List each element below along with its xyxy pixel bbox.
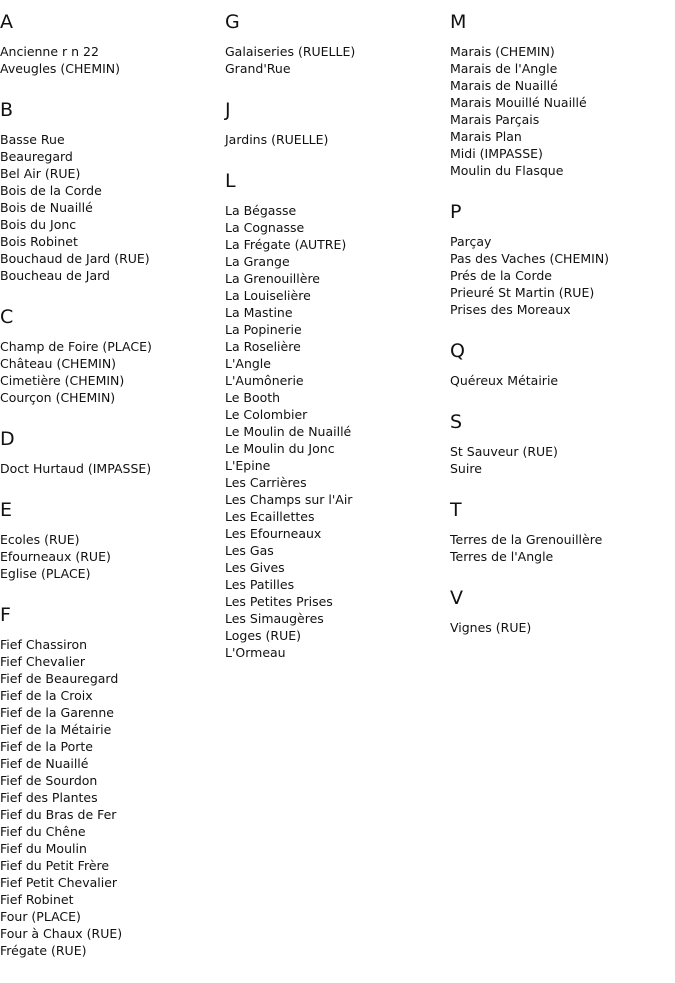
street-name: Bois de Nuaillé [0, 200, 93, 215]
street-name: Marais de Nuaillé [450, 78, 558, 93]
letter-section [225, 10, 445, 77]
street-name: Les Simaugères [225, 611, 324, 626]
street-name: L'Ormeau [225, 645, 286, 660]
street-name: La Louiselière [225, 288, 311, 303]
street-name: Terres de l'Angle [450, 549, 554, 564]
street-name: Le Moulin du Jonc [225, 441, 335, 456]
street-name: Champ de Foire (PLACE) [0, 339, 152, 354]
street-name: L'Aumônerie [225, 373, 304, 388]
street-name: Four (PLACE) [0, 909, 81, 924]
street-name: Fief de la Croix [0, 688, 93, 703]
street-name: Fief des Plantes [0, 790, 98, 805]
letter-heading: F [0, 604, 11, 626]
letter-heading: J [225, 99, 231, 121]
street-name: Fief de la Porte [0, 739, 93, 754]
street-name: Courçon (CHEMIN) [0, 390, 116, 405]
letter-section [450, 498, 670, 565]
street-name: Quéreux Métairie [450, 373, 559, 388]
street-name: La Cognasse [225, 220, 305, 235]
street-name: Ecoles (RUE) [0, 532, 80, 547]
street-name: La Mastine [225, 305, 293, 320]
street-name: Grand'Rue [225, 61, 291, 76]
street-name: Prises des Moreaux [450, 302, 571, 317]
street-name: Le Booth [225, 390, 281, 405]
street-name: La Grange [225, 254, 290, 269]
street-name: Bois Robinet [0, 234, 78, 249]
street-name: Les Gives [225, 560, 285, 575]
letter-section [450, 339, 670, 389]
street-name: La Frégate (AUTRE) [225, 237, 347, 252]
letter-heading: G [225, 11, 240, 33]
street-name: Frégate (RUE) [0, 943, 87, 958]
street-name: Les Carrières [225, 475, 307, 490]
street-name: Fief Petit Chevalier [0, 875, 118, 890]
street-name: Four à Chaux (RUE) [0, 926, 123, 941]
street-column-1 [0, 10, 220, 980]
letter-section [450, 410, 670, 477]
street-name: Bouchaud de Jard (RUE) [0, 251, 150, 266]
street-name: Beauregard [0, 149, 73, 164]
street-name: La Grenouillère [225, 271, 320, 286]
street-name: Ancienne r n 22 [0, 44, 99, 59]
street-name: Terres de la Grenouillère [450, 532, 603, 547]
street-name: Bois de la Corde [0, 183, 102, 198]
street-name: Aveugles (CHEMIN) [0, 61, 121, 76]
letter-section [450, 200, 670, 318]
street-name: La Bégasse [225, 203, 297, 218]
letter-section [0, 10, 220, 77]
street-name: Fief Chassiron [0, 637, 88, 652]
street-name: Fief de la Métairie [0, 722, 112, 737]
street-name: Prés de la Corde [450, 268, 552, 283]
letter-section [0, 305, 220, 406]
street-name: Moulin du Flasque [450, 163, 564, 178]
street-name: La Popinerie [225, 322, 302, 337]
street-name: Prieuré St Martin (RUE) [450, 285, 595, 300]
street-name: L'Epine [225, 458, 271, 473]
street-name: Vignes (RUE) [450, 620, 532, 635]
street-name: Doct Hurtaud (IMPASSE) [0, 461, 152, 476]
street-name: Fief du Bras de Fer [0, 807, 117, 822]
letter-heading: C [0, 306, 14, 328]
street-name: Le Colombier [225, 407, 308, 422]
letter-heading: T [450, 499, 462, 521]
street-name: Marais Mouillé Nuaillé [450, 95, 587, 110]
letter-heading: P [450, 201, 462, 223]
street-name: Parçay [450, 234, 492, 249]
street-name: St Sauveur (RUE) [450, 444, 558, 459]
letter-heading: E [0, 499, 13, 521]
letter-heading: B [0, 99, 14, 121]
street-name: Fief de la Garenne [0, 705, 114, 720]
letter-heading: S [450, 411, 463, 433]
street-name: Fief du Petit Frère [0, 858, 110, 873]
street-name: Marais Parçais [450, 112, 540, 127]
letter-section [0, 98, 220, 284]
street-name: Eglise (PLACE) [0, 566, 91, 581]
street-name: Les Gas [225, 543, 274, 558]
letter-section [225, 169, 445, 661]
street-name: Les Petites Prises [225, 594, 333, 609]
letter-heading: D [0, 428, 15, 450]
street-name: Fief Robinet [0, 892, 74, 907]
street-name: Le Moulin de Nuaillé [225, 424, 352, 439]
letter-heading: L [225, 170, 236, 192]
letter-heading: V [450, 587, 463, 609]
street-name: Fief de Nuaillé [0, 756, 89, 771]
street-name: Marais de l'Angle [450, 61, 558, 76]
street-name: Marais (CHEMIN) [450, 44, 555, 59]
street-name: Fief Chevalier [0, 654, 85, 669]
street-name: Suire [450, 461, 482, 476]
street-name: Fief de Sourdon [0, 773, 98, 788]
street-name: Les Champs sur l'Air [225, 492, 353, 507]
letter-heading: A [0, 11, 13, 33]
letter-section [450, 586, 670, 636]
street-name: Pas des Vaches (CHEMIN) [450, 251, 610, 266]
street-name: Fief de Beauregard [0, 671, 119, 686]
street-name: Boucheau de Jard [0, 268, 110, 283]
street-name: L'Angle [225, 356, 271, 371]
street-name: Bel Air (RUE) [0, 166, 81, 181]
street-name: Basse Rue [0, 132, 65, 147]
letter-section [0, 498, 220, 582]
street-name: Midi (IMPASSE) [450, 146, 543, 161]
street-name: Château (CHEMIN) [0, 356, 117, 371]
street-name: Loges (RUE) [225, 628, 301, 643]
street-name: Fief du Chêne [0, 824, 86, 839]
street-name: La Roselière [225, 339, 301, 354]
street-name: Fief du Moulin [0, 841, 87, 856]
street-name: Cimetière (CHEMIN) [0, 373, 125, 388]
street-name: Bois du Jonc [0, 217, 77, 232]
letter-section [0, 603, 220, 959]
letter-section [225, 98, 445, 148]
street-name: Efourneaux (RUE) [0, 549, 111, 564]
street-name: Marais Plan [450, 129, 522, 144]
street-name: Galaiseries (RUELLE) [225, 44, 356, 59]
street-name: Les Ecaillettes [225, 509, 315, 524]
street-column-2 [225, 10, 445, 682]
letter-heading: Q [450, 340, 465, 362]
street-column-3 [450, 10, 670, 657]
street-name: Jardins (RUELLE) [225, 132, 329, 147]
letter-heading: M [450, 11, 467, 33]
letter-section [450, 10, 670, 179]
street-name: Les Efourneaux [225, 526, 322, 541]
street-name: Les Patilles [225, 577, 295, 592]
letter-section [0, 427, 220, 477]
